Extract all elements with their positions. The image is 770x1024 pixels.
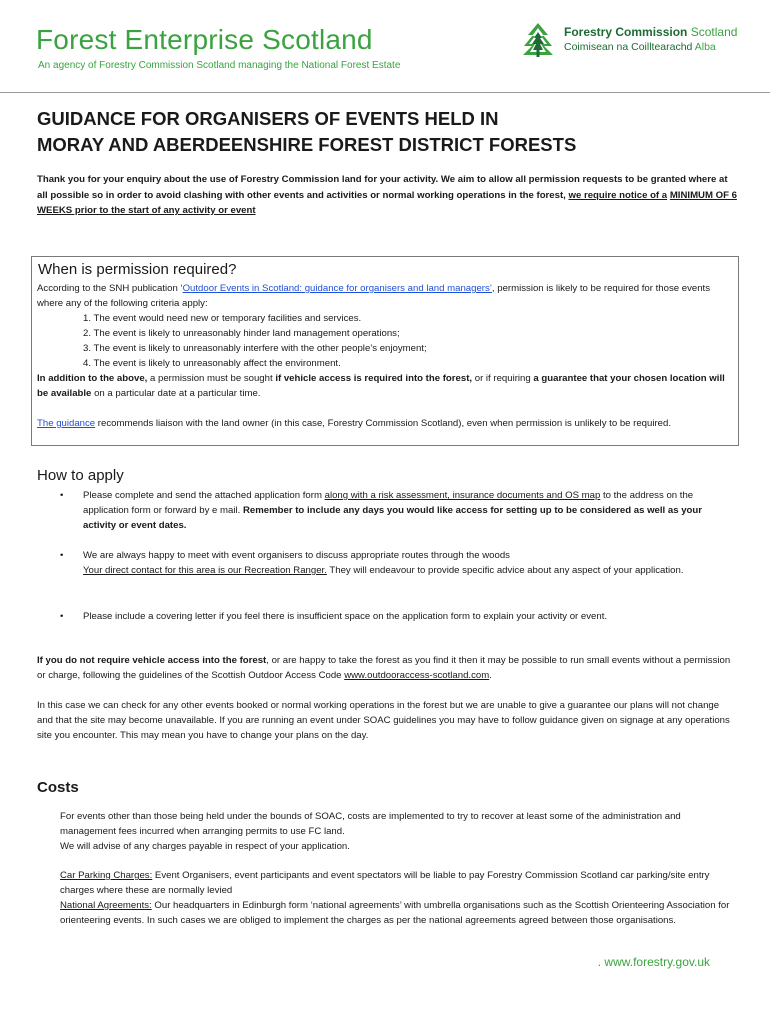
intro-paragraph: Thank you for your enquiry about the use of Forestry Commission land for your activity. We aim to allow all permission requests to be granted where at all possible so in order to avoid clashing with other events and activities or normal working operations in the forest, we require notice of a MINIMUM OF 6 WEEKS prior to the start of any activity or event xyxy=(37,174,737,216)
national-agreements-paragraph: National Agreements: Our headquarters in Edinburgh form ‘national agreements’ with umbrella organisations such as the Scottish Orienteering Association for orienteering events. In such cases we are obliged to implement the charges as per the national agreements agreed between those organisations. xyxy=(60,900,730,926)
brand-title: Forest Enterprise Scotland xyxy=(36,24,373,55)
criteria-list xyxy=(37,311,734,371)
list-item: 3. The event is likely to unreasonably interfere with the other people’s enjoyment; xyxy=(83,343,427,354)
permission-body: According to the SNH publication ‘Outdoor Events in Scotland: guidance for organisers and land managers’, permission is likely to be required for those events where any of the following criteria apply: 1. The event would need new or temporary facilities and services. 2. The event is likely to unreasonably hinder land management operations; 3. The event is likely to unreasonably interfere with the other people’s enjoyment; 4. The event is likely to unreasonably affect the environment. In addition to the above, a permission must be sought if vehicle access is required into the forest, or if requiring a guarantee that your chosen location will be available on a particular date at a particular time. The guidance recommends liaison with the land owner (in this case, Forestry Commission Scotland), even when permission is unlikely to be required. xyxy=(37,281,734,431)
page-title: GUIDANCE FOR ORGANISERS OF EVENTS HELD IN MORAY AND ABERDEENSHIRE FOREST DISTRICT FORESTS xyxy=(37,108,577,155)
header-divider xyxy=(0,92,770,93)
tree-logo-icon xyxy=(518,22,558,58)
footer-url[interactable]: . www.forestry.gov.uk xyxy=(597,955,710,969)
list-item: 4. The event is likely to unreasonably affect the environment. xyxy=(83,358,341,369)
outdoor-access-link[interactable]: www.outdooraccess-scotland.com xyxy=(344,670,490,681)
car-parking-paragraph: Car Parking Charges: Event Organisers, event participants and event spectators will be liable to pay Forestry Commission Scotland car parking/site entry charges where these are normally levied xyxy=(60,870,710,896)
list-item: 1. The event would need new or temporary facilities and services. xyxy=(83,313,362,324)
snh-publication-link[interactable]: Outdoor Events in Scotland: guidance for organisers and land managers’ xyxy=(182,283,492,294)
guidance-link[interactable]: The guidance xyxy=(37,418,96,429)
costs-paragraph: For events other than those being held under the bounds of SOAC, costs are implemented to try to recover at least some of the administration and management fees incurred when arranging permits to use FC land. We will advise of any charges payable in respect of your application. xyxy=(60,811,681,852)
permission-section xyxy=(31,256,739,446)
vehicle-access-paragraph: If you do not require vehicle access into the forest, or are happy to take the forest as you find it then it may be possible to run small events without a permission or charge, following the guidelines of the Scottish Outdoor Access Code www.outdooraccess-scotland.com. xyxy=(37,655,731,681)
how-to-apply-heading: How to apply xyxy=(37,467,124,484)
costs-heading: Costs xyxy=(37,779,79,796)
fc-gaelic-name: Coimisean na Coilltearachd Alba xyxy=(564,41,716,53)
forestry-commission-logo xyxy=(518,22,758,58)
permission-heading: When is permission required? xyxy=(38,261,237,278)
fc-name: Forestry Commission Scotland xyxy=(564,25,738,39)
soac-paragraph: In this case we can check for any other events booked or normal working operations in the forest but we are unable to give a guarantee our plans will not change and that the site may become unavailable. If you are running an event under SOAC guidelines you may have to follow guidance given on signage at any operations site you encounter. This may mean you have to change your plans on the day. xyxy=(37,700,730,741)
list-item: 2. The event is likely to unreasonably hinder land management operations; xyxy=(83,328,400,339)
brand-subtitle: An agency of Forestry Commission Scotland managing the National Forest Estate xyxy=(38,60,401,71)
